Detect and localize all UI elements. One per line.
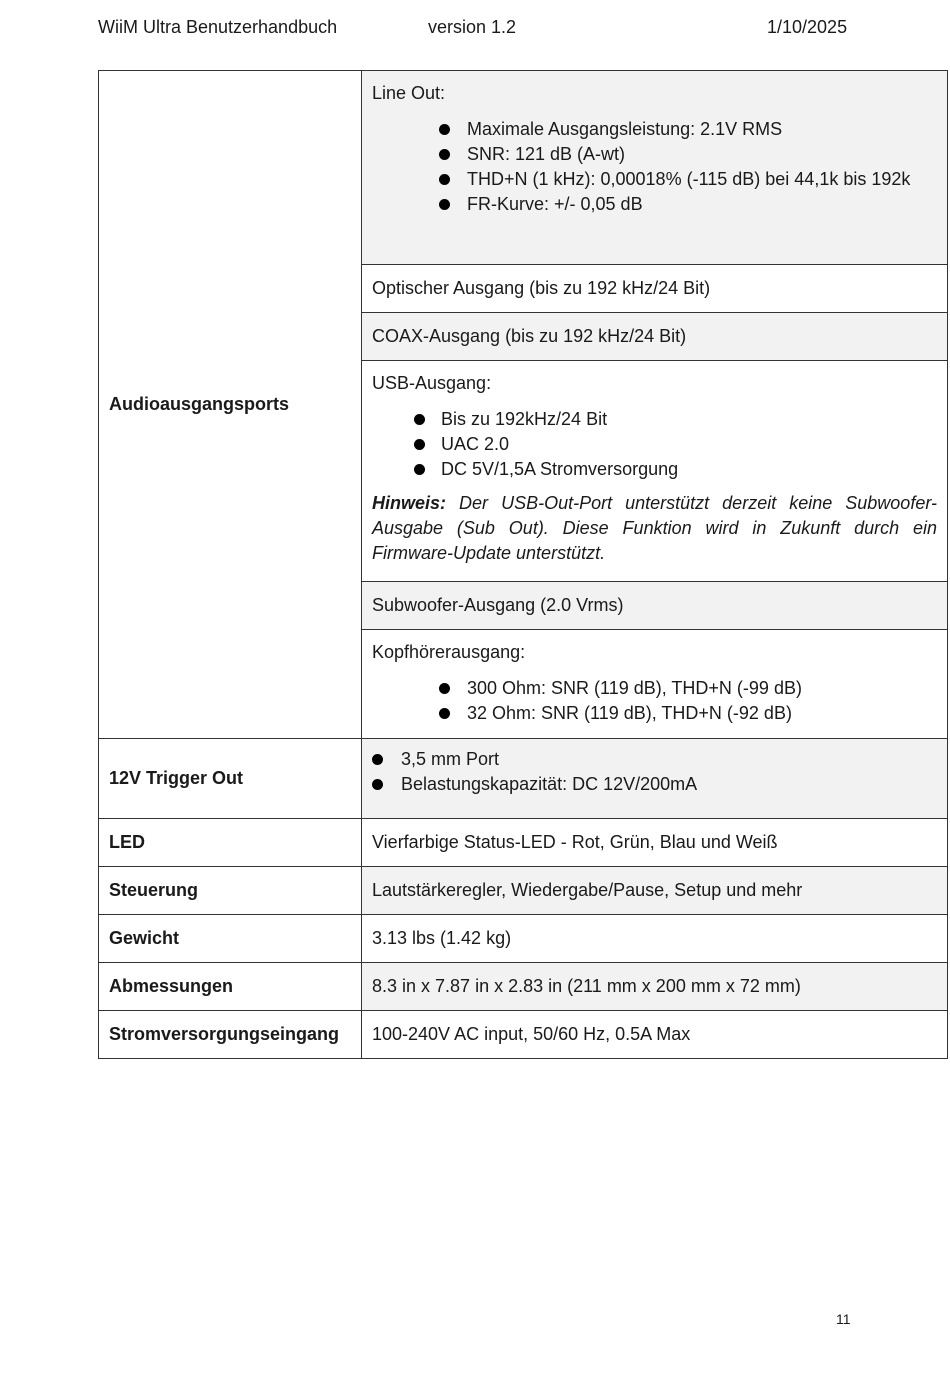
spec-value-stromversorgung: 100-240V AC input, 50/60 Hz, 0.5A Max — [362, 1011, 948, 1059]
subwoofer-out-cell: Subwoofer-Ausgang (2.0 Vrms) — [362, 582, 948, 630]
usb-note — [372, 491, 937, 566]
spec-table — [98, 70, 948, 1059]
list-item: THD+N (1 kHz): 0,00018% (-115 dB) bei 44,1k bis 192k — [372, 167, 937, 192]
headphone-out-cell — [362, 630, 948, 739]
spec-label-led: LED — [99, 819, 362, 867]
usb-out-cell — [362, 361, 948, 582]
line-out-list — [372, 117, 937, 217]
page-number: 11 — [836, 1311, 851, 1327]
optical-out-cell: Optischer Ausgang (bis zu 192 kHz/24 Bit) — [362, 265, 948, 313]
list-item: 300 Ohm: SNR (119 dB), THD+N (-99 dB) — [372, 676, 937, 701]
header-version: version 1.2 — [428, 17, 517, 37]
usb-out-list — [372, 407, 937, 482]
list-item: SNR: 121 dB (A-wt) — [372, 142, 937, 167]
spec-label-trigger: 12V Trigger Out — [99, 739, 362, 819]
coax-out-cell: COAX-Ausgang (bis zu 192 kHz/24 Bit) — [362, 313, 948, 361]
list-item: DC 5V/1,5A Stromversorgung — [372, 457, 937, 482]
list-item: Belastungskapazität: DC 12V/200mA — [372, 772, 937, 797]
spec-value-led: Vierfarbige Status-LED - Rot, Grün, Blau und Weiß — [362, 819, 948, 867]
trigger-list — [372, 747, 937, 797]
usb-out-title: USB-Ausgang: — [372, 373, 492, 393]
usb-note-label: Hinweis: — [372, 493, 447, 513]
spec-value-abmessungen: 8.3 in x 7.87 in x 2.83 in (211 mm x 200 mm x 72 mm) — [362, 963, 948, 1011]
spec-label-gewicht: Gewicht — [99, 915, 362, 963]
header-title: WiiM Ultra Benutzerhandbuch — [98, 17, 338, 37]
spec-value-gewicht: 3.13 lbs (1.42 kg) — [362, 915, 948, 963]
list-item: Bis zu 192kHz/24 Bit — [372, 407, 937, 432]
list-item: Maximale Ausgangsleistung: 2.1V RMS — [372, 117, 937, 142]
spec-label-steuerung: Steuerung — [99, 867, 362, 915]
spec-label-audio-out: Audioausgangsports — [99, 71, 362, 739]
spec-label-abmessungen: Abmessungen — [99, 963, 362, 1011]
list-item: FR-Kurve: +/- 0,05 dB — [372, 192, 937, 217]
headphone-out-title: Kopfhörerausgang: — [372, 642, 526, 662]
trigger-cell — [362, 739, 948, 819]
spec-label-stromversorgung: Stromversorgungseingang — [99, 1011, 362, 1059]
list-item: UAC 2.0 — [372, 432, 937, 457]
list-item: 32 Ohm: SNR (119 dB), THD+N (-92 dB) — [372, 701, 937, 726]
spec-value-steuerung: Lautstärkeregler, Wiedergabe/Pause, Setup und mehr — [362, 867, 948, 915]
line-out-title: Line Out: — [372, 83, 446, 103]
header-date: 1/10/2025 — [767, 17, 848, 37]
list-item: 3,5 mm Port — [372, 747, 937, 772]
line-out-cell — [362, 71, 948, 265]
usb-note-text: Der USB-Out-Port unterstützt derzeit keine Subwoofer-Ausgabe (Sub Out). Diese Funktion wird in Zukunft durch ein Firmware-Update unterstützt. — [372, 493, 937, 563]
headphone-out-list — [372, 676, 937, 726]
